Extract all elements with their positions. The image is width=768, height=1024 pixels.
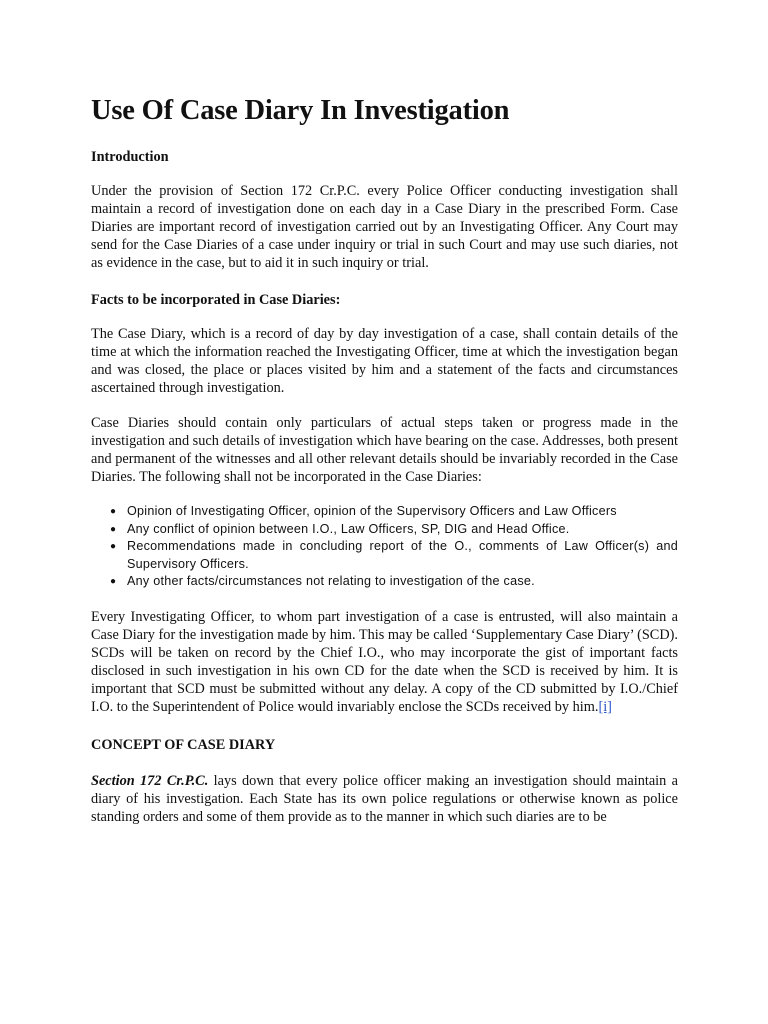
list-item-text: Any conflict of opinion between I.O., Law Officers, SP, DIG and Head Office. xyxy=(127,521,570,536)
bullet-icon: ● xyxy=(110,576,117,588)
introduction-paragraph: Under the provision of Section 172 Cr.P.C. every Police Officer conducting investigation shall maintain a record of investigation done on each day in a Case Diary in the prescribed Form. Case Diaries are important record of investigation carried out by an Investigating Officer. Any Court may send for the Case Diaries of a case under inquiry or trial in such Court and may use such diaries, not as evidence in the case, but to aid it in such inquiry or trial. xyxy=(91,183,678,271)
bullet-icon: ● xyxy=(110,541,117,553)
bullet-icon: ● xyxy=(110,506,117,517)
concept-text: lays down that every police officer making an investigation should maintain a diary of his investigation. Each State has its own police regulations or otherwise known as police standing orders and some of them provide as to the manner in which such diaries are to be xyxy=(91,772,678,825)
list-item xyxy=(111,503,678,521)
footnote-link[interactable]: [i] xyxy=(598,698,612,715)
concept-heading: CONCEPT OF CASE DIARY xyxy=(91,736,276,753)
scd-text: Every Investigating Officer, to whom part investigation of a case is entrusted, will also maintain a Case Diary for the investigation made by him. This may be called ‘Supplementary Case Diary’ (SCD). SCDs will be taken on record by the Chief I.O., who may incorporate the gist of important facts disclosed in such investigation in his own CD for the date when the SCD is received by him. It is important that SCD must be submitted without any delay. A copy of the CD submitted by I.O./Chief I.O. to the Superintendent of Police would invariably enclose the SCDs received by him. xyxy=(91,608,678,715)
exclusions-list xyxy=(91,503,678,591)
list-item xyxy=(111,573,678,591)
list-item xyxy=(111,521,678,539)
concept-paragraph xyxy=(91,772,678,826)
facts-paragraph-1: The Case Diary, which is a record of day by day investigation of a case, shall contain details of the time at which the information reached the Investigating Officer, time at which the investigation began and was closed, the place or places visited by him and a statement of the facts and circumstances ascertained through investigation. xyxy=(91,326,678,396)
facts-heading: Facts to be incorporated in Case Diaries: xyxy=(91,292,341,308)
section-reference: Section 172 Cr.P.C. xyxy=(91,772,209,789)
list-item-text: Any other facts/circumstances not relating to investigation of the case. xyxy=(127,574,535,589)
introduction-heading: Introduction xyxy=(91,149,169,165)
bullet-icon: ● xyxy=(110,523,117,535)
document-page xyxy=(91,92,678,826)
facts-paragraph-2: Case Diaries should contain only particulars of actual steps taken or progress made in the investigation and such details of investigation which have bearing on the case. Addresses, both present and permanent of the witnesses and all other relevant details should be invariably recorded in the Case Diaries. The following shall not be incorporated in the Case Diaries: xyxy=(91,415,678,485)
supplementary-case-diary-paragraph xyxy=(91,608,678,716)
document-title: Use Of Case Diary In Investigation xyxy=(91,95,510,126)
list-item xyxy=(111,538,678,573)
list-item-text: Recommendations made in concluding report of the O., comments of Law Officer(s) and Supervisory Officers. xyxy=(127,539,678,571)
list-item-text: Opinion of Investigating Officer, opinion of the Supervisory Officers and Law Officers xyxy=(127,504,617,518)
